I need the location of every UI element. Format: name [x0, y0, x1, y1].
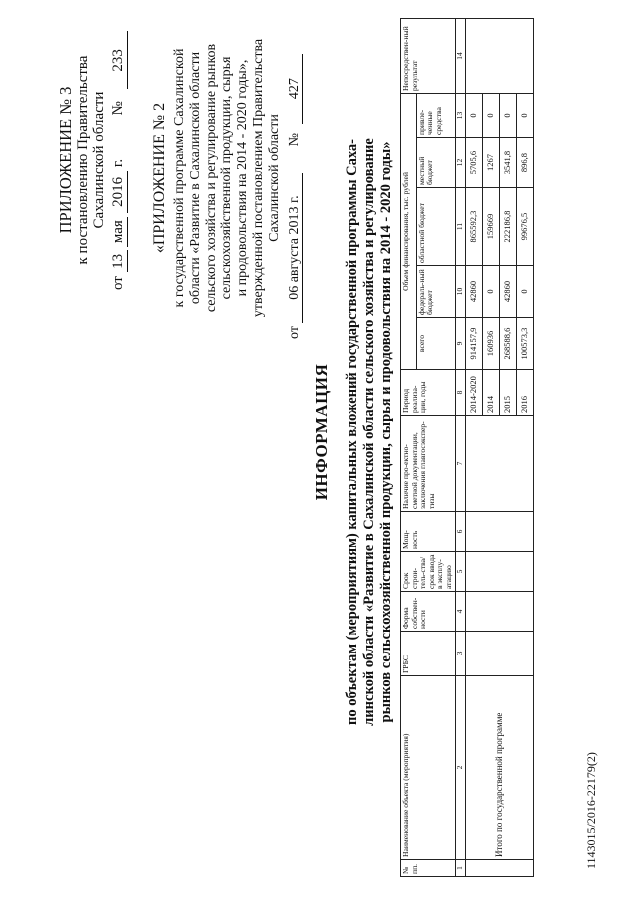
document-title — [313, 87, 395, 777]
column-number: 10 — [455, 266, 465, 318]
column-number: 3 — [455, 632, 465, 676]
cell-federal: 42860 — [499, 266, 516, 318]
appendix-3-line-2: Сахалинской области — [90, 91, 107, 229]
cell-extra: 0 — [499, 94, 516, 138]
appendix-3-date-line — [111, 30, 128, 290]
appendix-2-heading: «ПРИЛОЖЕНИЕ № 2 — [151, 102, 168, 254]
column-number: 4 — [455, 592, 465, 632]
capital-investments-table — [400, 18, 534, 877]
column-number: 5 — [455, 552, 465, 592]
cell-local: 3541,8 — [499, 138, 516, 188]
cell-total: 100573,3 — [516, 318, 533, 370]
appendix-3-year: 2016 — [111, 171, 128, 213]
cell-extra: 0 — [465, 94, 482, 138]
header-design-docs: Наличие про-ектно-сметной документации, заключения главгосэкспер-тизы — [401, 416, 456, 512]
appendix-2-stamp — [150, 17, 303, 339]
cell-federal: 0 — [482, 266, 499, 318]
cell-grbs — [465, 632, 533, 676]
appendix-2-number-label: № — [286, 133, 302, 147]
cell-local: 5705,6 — [465, 138, 482, 188]
appendix-2-line: Сахалинской области — [266, 114, 282, 242]
title-line-3: рынков сельскохозяйственной продукции, сырья и продовольствия на 2014 - 2020 годы» — [378, 141, 394, 723]
appendix-2-date: 06 августа 2013 г. — [287, 173, 304, 323]
appendix-2-line: и продовольствия на 2014 - 2020 годы», — [235, 59, 251, 297]
header-term: Срок строи-тель-ства/ срок ввода в эксплу-атацию — [401, 552, 456, 592]
cell-federal: 0 — [516, 266, 533, 318]
header-name: Наименование объекта (мероприятия) — [401, 676, 456, 860]
column-number: 6 — [455, 512, 465, 552]
column-number: 1 — [455, 860, 465, 877]
header-period: Период реализа-ции, годы — [401, 370, 456, 416]
cell-period: 2016 — [516, 370, 533, 416]
appendix-2-date-line — [287, 17, 304, 339]
header-ownership: Форма собствен-ности — [401, 592, 456, 632]
cell-regional: 222186,8 — [499, 188, 516, 266]
appendix-3-number-label: № — [110, 101, 126, 116]
cell-regional: 159669 — [482, 188, 499, 266]
cell-regional: 865592,3 — [465, 188, 482, 266]
column-number: 9 — [455, 318, 465, 370]
appendix-2-line: сельскохозяйственной продукции, сырья — [219, 56, 235, 300]
cell-period: 2015 — [499, 370, 516, 416]
total-label: Итого по государственной программе — [465, 676, 533, 860]
cell-federal: 42860 — [465, 266, 482, 318]
column-number: 11 — [455, 188, 465, 266]
appendix-3-number: 233 — [111, 31, 128, 89]
column-number: 13 — [455, 94, 465, 138]
cell-total: 268588,6 — [499, 318, 516, 370]
table-row — [465, 19, 482, 877]
header-extra: привле-ченные средства — [416, 94, 455, 138]
column-number: 2 — [455, 676, 465, 860]
appendix-2-line: к государственной программе Сахалинской — [172, 48, 187, 308]
appendix-3-line-1: к постановлению Правительства — [75, 55, 91, 265]
header-grbs: ГРБС — [401, 632, 456, 676]
header-num: № пп. — [401, 860, 456, 877]
appendix-3-heading: ПРИЛОЖЕНИЕ № 3 — [56, 86, 75, 234]
column-number: 7 — [455, 416, 465, 512]
column-number-row — [455, 19, 465, 877]
title-heading: ИНФОРМАЦИЯ — [312, 363, 331, 501]
header-regional: областной бюджет — [416, 188, 455, 266]
column-number: 14 — [455, 19, 465, 94]
cell-capacity — [465, 512, 533, 552]
cell-extra: 0 — [516, 94, 533, 138]
cell-regional: 99676,5 — [516, 188, 533, 266]
appendix-2-from-label: от — [286, 326, 302, 339]
appendix-3-year-suffix: г. — [110, 158, 126, 168]
title-line-2: линской области «Развитие в Сахалинской области сельского хозяйства и регулирование — [361, 138, 377, 726]
appendix-2-line: утвержденной постановлением Правительства — [250, 38, 266, 318]
cell-local: 896,8 — [516, 138, 533, 188]
cell-ownership — [465, 592, 533, 632]
cell-period: 2014 — [482, 370, 499, 416]
appendix-3-from-label: от — [110, 276, 126, 290]
column-number: 8 — [455, 370, 465, 416]
header-federal: федераль-ный бюджет — [416, 266, 455, 318]
cell-local: 1267 — [482, 138, 499, 188]
header-capacity: Мощ-ность — [401, 512, 456, 552]
cell-term — [465, 552, 533, 592]
appendix-2-number: 427 — [287, 54, 304, 124]
cell-result — [465, 19, 533, 94]
column-number: 12 — [455, 138, 465, 188]
cell-period: 2014-2020 — [465, 370, 482, 416]
appendix-2-line: сельского хозяйства и регулирование рынков — [203, 43, 219, 313]
header-total: всего — [416, 318, 455, 370]
header-result: Непосредствен-ный результат — [401, 19, 456, 94]
cell-total: 160936 — [482, 318, 499, 370]
cell-num — [465, 860, 533, 877]
appendix-2-line: области «Развитие в Сахалинской области — [187, 51, 203, 305]
header-funding-group: Объем финансирования, тыс. рублей — [401, 94, 417, 370]
cell-total: 914157,9 — [465, 318, 482, 370]
appendix-3-month: мая — [111, 217, 128, 247]
cell-extra: 0 — [482, 94, 499, 138]
appendix-3-day: 13 — [111, 250, 128, 272]
appendix-3-stamp — [56, 30, 128, 290]
header-local: местный бюджет — [416, 138, 455, 188]
title-line-1: по объектам (мероприятиям) капитальных вложений государственной программы Саха- — [344, 138, 360, 726]
cell-design-docs — [465, 416, 533, 512]
document-registration-number: 1143015/2016-22179(2) — [584, 752, 598, 869]
